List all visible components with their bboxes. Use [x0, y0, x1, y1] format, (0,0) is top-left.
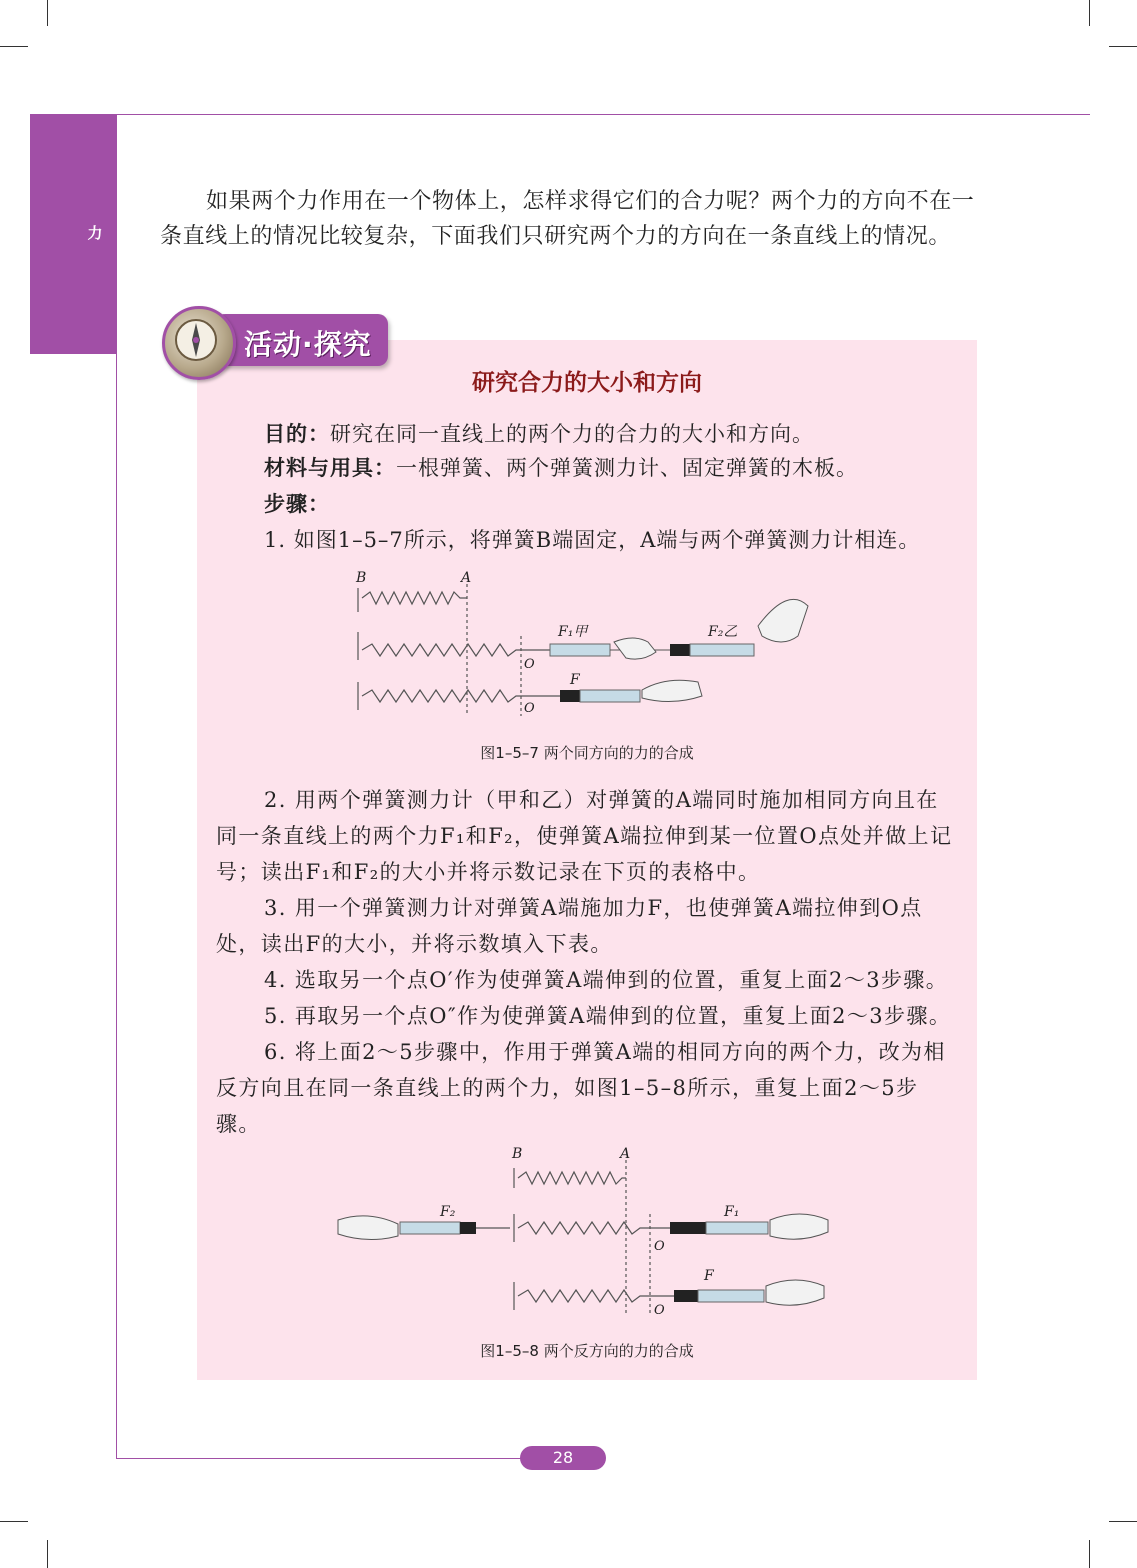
activity-title: 研究合力的大小和方向	[472, 370, 702, 396]
crop-mark	[0, 46, 28, 47]
label-f: F	[570, 672, 580, 688]
crop-mark	[1089, 1540, 1090, 1568]
crop-mark	[47, 0, 48, 26]
left-rule	[116, 114, 117, 1458]
figure-2-caption: 图1–5–8 两个反方向的力的合成	[480, 1342, 694, 1360]
label-a: A	[620, 1146, 631, 1162]
crop-mark	[0, 1521, 28, 1522]
intro-paragraph: 如果两个力作用在一个物体上，怎样求得它们的合力呢？两个力的方向不在一条直线上的情况比较复杂，下面我们只研究两个力的方向在一条直线上的情况。	[160, 189, 975, 249]
crop-mark	[1109, 46, 1137, 47]
steps-label: 步骤：	[264, 492, 330, 516]
step-2: 2. 用两个弹簧测力计（甲和乙）对弹簧的A端同时施加相同方向且在同一条直线上的两个力F₁和F₂，使弹簧A端拉伸到某一位置O点处并做上记号；读出F₁和F₂的大小并将示数记录在下页的表格中。	[216, 788, 953, 884]
label-o: O	[654, 1239, 665, 1254]
purpose-text: 研究在同一直线上的两个力的合力的大小和方向。	[330, 422, 814, 446]
materials-line	[264, 450, 858, 486]
step-3: 3. 用一个弹簧测力计对弹簧A端施加力F，也使弹簧A端拉伸到O点处，读出F的大小，并将示数填入下表。	[216, 896, 923, 956]
label-f2: F₂	[440, 1204, 456, 1220]
top-rule	[116, 114, 1090, 115]
step-5: 5. 再取另一个点O″作为使弹簧A端伸到的位置，重复上面2～3步骤。	[264, 1004, 952, 1028]
label-b: B	[512, 1146, 523, 1162]
label-f1: F₁甲	[558, 624, 588, 640]
crop-mark	[1089, 0, 1090, 26]
figure-1-caption: 图1–5–7 两个同方向的力的合成	[480, 744, 694, 762]
label-f: F	[704, 1268, 714, 1284]
bottom-rule	[116, 1458, 536, 1459]
badge-label: 活动·探究	[244, 328, 372, 361]
hand-icon	[614, 638, 656, 659]
step-4: 4. 选取另一个点O′作为使弹簧A端伸到的位置，重复上面2～3步骤。	[264, 968, 949, 992]
hand-icon	[338, 1216, 398, 1240]
chapter-label: 力	[87, 224, 103, 242]
step-6: 6. 将上面2～5步骤中，作用于弹簧A端的相同方向的两个力，改为相反方向且在同一条直线上的两个力，如图1–5–8所示，重复上面2～5步骤。	[216, 1040, 946, 1136]
hand-icon	[770, 1214, 828, 1239]
label-o: O	[524, 701, 535, 716]
label-o: O	[524, 657, 535, 672]
label-b: B	[356, 570, 367, 586]
crop-mark	[1109, 1521, 1137, 1522]
purpose-line	[264, 416, 814, 452]
materials-label: 材料与用具：	[264, 456, 396, 480]
label-f1: F₁	[724, 1204, 740, 1220]
hand-icon	[766, 1280, 824, 1305]
crop-mark	[47, 1540, 48, 1568]
hand-icon	[758, 599, 808, 642]
materials-text: 一根弹簧、两个弹簧测力计、固定弹簧的木板。	[396, 456, 858, 480]
hand-icon	[642, 680, 702, 701]
figure-1-5-7	[340, 566, 830, 726]
label-a: A	[461, 570, 472, 586]
compass-needle-icon	[165, 309, 227, 371]
label-f2: F₂乙	[708, 624, 738, 640]
purpose-label: 目的：	[264, 422, 330, 446]
page-number: 28	[520, 1446, 606, 1470]
figure-1-5-8	[334, 1140, 834, 1320]
step-1: 1. 如图1–5–7所示，将弹簧B端固定，A端与两个弹簧测力计相连。	[264, 528, 921, 552]
label-o: O	[654, 1303, 665, 1318]
